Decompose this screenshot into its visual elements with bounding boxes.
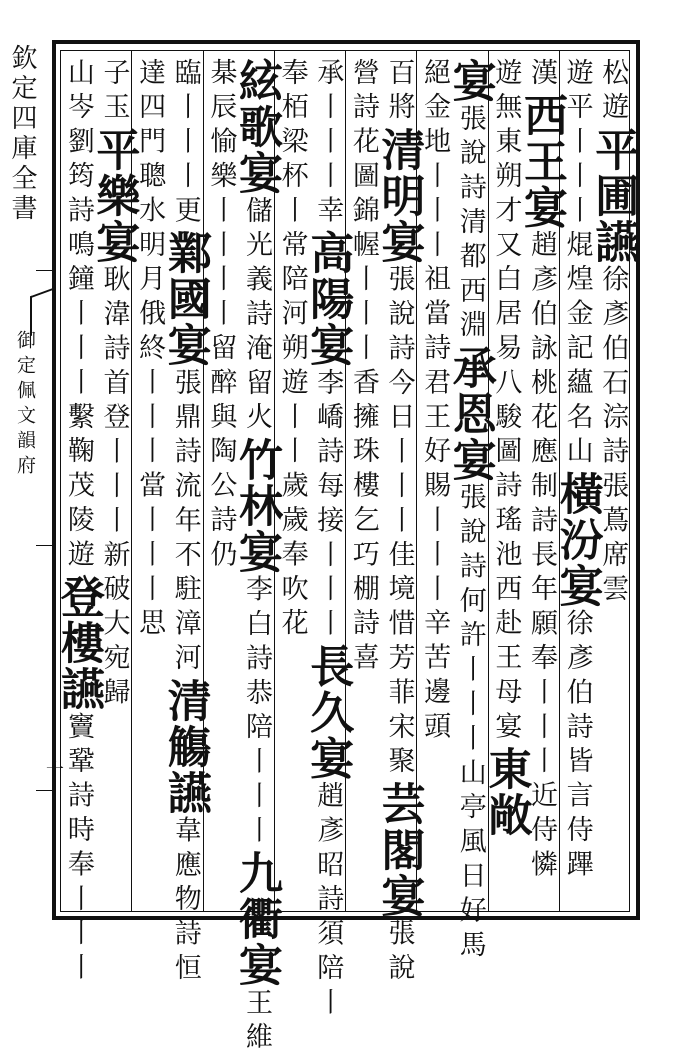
entry-heading: 東敞 [480, 746, 532, 839]
entry-text: 無東朔才又白居易八駿圖詩瑤池西赴王母宴 [490, 92, 522, 747]
entry-text: 將 [383, 92, 415, 127]
entry-heading: 平樂宴 [88, 126, 140, 265]
entry-text: 遊 [561, 58, 593, 93]
entry-heading: 讌 [587, 218, 639, 265]
entry-text: 遊 [597, 92, 629, 127]
entry-text: 丨丨歲歲奉吹花 [276, 402, 308, 643]
entry-text: 當丨丨丨思 [134, 470, 166, 643]
entry-heading: 平圃 [587, 126, 639, 219]
entry-text: 韋應物詩恒 [169, 815, 201, 988]
entry-text: 張說 [383, 918, 415, 988]
entry-heading: 絃歌宴 [230, 58, 282, 196]
entry-text: 徐彥伯石淙詩張蔦席雲 [597, 264, 629, 609]
entry-heading: 清明宴 [373, 126, 425, 265]
margin-rule [36, 545, 56, 546]
entry-text: 遊 [490, 58, 522, 93]
entry-text: 漢 [525, 58, 557, 93]
entry-text: 耿湋詩首登丨丨丨新破大宛歸 [98, 264, 130, 713]
entry-text: 臨丨丨丨更 [169, 58, 201, 230]
entry-text: 張說詩清都西淵 [454, 104, 486, 345]
entry-text: 丨丨丨 [561, 126, 593, 231]
entry-text: 徐彥伯詩皆言侍蹕 [561, 608, 593, 885]
entry-text: 趙彥昭詩須陪丨 [312, 781, 344, 1023]
entry-text: 丨留醉與陶公 [205, 298, 237, 506]
entry-text: 子玉 [98, 58, 130, 127]
entry-heading: 鄴國宴 [159, 230, 211, 368]
entry-text: 祖當詩君王好賜丨丨丨辛苦邊頭 [419, 264, 451, 747]
entry-text: 劉筠詩鳴鐘丨丨丨繫鞠茂陵遊 [62, 126, 94, 575]
entry-heading: 西王宴 [515, 92, 567, 231]
entry-text: 王維 [240, 988, 272, 1057]
entry-heading: 承恩宴 [444, 344, 496, 483]
entry-text: 竇鞏詩時奉丨丨丨 [62, 712, 94, 988]
entry-text: 奉栢梁杯 [276, 58, 308, 196]
entry-text: 詩喜 [347, 608, 379, 678]
margin-rule [36, 270, 56, 271]
volume-title: 御定佩文韻府 [14, 330, 36, 480]
entry-heading: 高陽宴 [302, 230, 354, 368]
entry-text: 達四門聰 [134, 58, 166, 196]
entry-heading: 登樓讌 [52, 574, 104, 713]
book-title: 欽定四庫全書 [7, 44, 37, 224]
entry-text: 棊辰愉樂丨丨丨 [205, 58, 237, 299]
entry-heading: 竹林宴 [230, 436, 282, 575]
entry-text: 趙彥伯詠桃花應制詩長年願奉丨丨丨近侍憐 [525, 230, 557, 885]
entry-text: 絕金地丨丨丨 [419, 58, 451, 265]
entry-text: 焜煌金記蘊名山 [561, 230, 593, 471]
entry-text: 李嶠詩每接丨丨丨 [312, 368, 344, 644]
page-number: 十 [43, 760, 64, 780]
entry-text: 山岑 [62, 58, 94, 127]
entry-heading: 清觴讌 [159, 677, 211, 816]
entry-text: 營 [347, 58, 379, 93]
entry-text: 平 [561, 92, 593, 127]
entry-text: 水明月俄終丨丨丨 [134, 195, 166, 471]
entry-text: 儲光義詩淹留火 [240, 196, 272, 437]
text-column [52, 58, 104, 988]
entry-text: 詩花圖錦幄丨丨丨香擁珠樓乞巧棚 [347, 92, 379, 609]
entry-heading: 宴 [444, 58, 496, 104]
entry-text: 張說詩何許丨丨丨山亭風日好馬 [454, 482, 486, 965]
entry-heading: 長久宴 [302, 643, 354, 782]
entry-text: 張說詩今日丨丨丨佳境惜芳菲宋聚 [383, 264, 415, 781]
entry-text: 承丨丨丨幸 [312, 58, 344, 230]
margin-rule [36, 790, 56, 791]
entry-text: 李白詩恭陪丨丨丨 [240, 574, 272, 851]
entry-heading: 芸閣宴 [373, 780, 425, 919]
entry-heading: 橫汾宴 [551, 470, 603, 609]
entry-heading: 九衢宴 [230, 850, 282, 989]
entry-text: 詩仍 [205, 505, 237, 575]
entry-text: 松 [597, 58, 629, 93]
entry-text: 百 [383, 58, 415, 93]
entry-text: 張鼎詩流年不駐漳河 [169, 368, 201, 678]
entry-text: 丨常陪河朔遊 [276, 195, 308, 403]
